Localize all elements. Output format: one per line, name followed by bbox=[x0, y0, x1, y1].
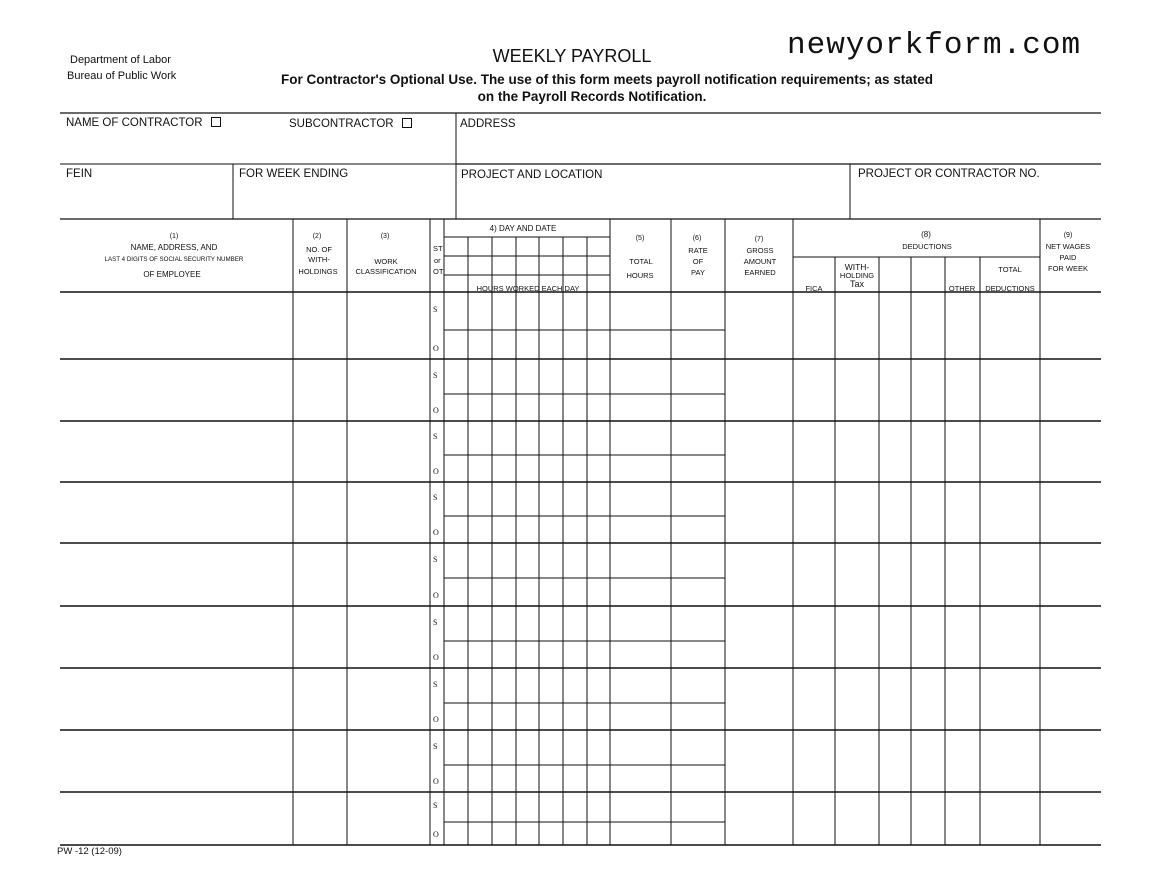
col1-header-employee: OF EMPLOYEE bbox=[143, 270, 201, 279]
form-id: PW -12 (12-09) bbox=[57, 846, 122, 857]
col3-header-b: CLASSIFICATION bbox=[355, 267, 417, 276]
col9-header-b: PAID bbox=[1059, 253, 1077, 262]
name-of-contractor-label: NAME OF CONTRACTOR bbox=[66, 117, 203, 129]
col5-header-a: TOTAL bbox=[629, 257, 653, 266]
employee-entry-cell[interactable] bbox=[60, 482, 293, 543]
col1-header-ssn: LAST 4 DIGITS OF SOCIAL SECURITY NUMBER bbox=[104, 256, 244, 263]
employee-entry-cell[interactable] bbox=[60, 668, 293, 730]
st-row-label: S bbox=[433, 679, 438, 689]
project-location-field[interactable]: PROJECT AND LOCATION bbox=[461, 169, 603, 181]
employee-entry-cell[interactable] bbox=[60, 292, 293, 359]
col9-header-c: FOR WEEK bbox=[1047, 264, 1089, 273]
st-label: ST bbox=[433, 244, 443, 253]
bureau-label: Bureau of Public Work bbox=[67, 70, 177, 82]
col2-header-c: HOLDINGS bbox=[298, 267, 338, 276]
ot-label: OT bbox=[433, 267, 444, 276]
or-label: or bbox=[434, 256, 441, 265]
ot-row-label: O bbox=[433, 344, 439, 353]
col3-number: (3) bbox=[380, 233, 390, 240]
subcontractor-label: SUBCONTRACTOR bbox=[289, 118, 394, 130]
st-row-label: S bbox=[433, 370, 438, 380]
col1-header: NAME, ADDRESS, AND bbox=[130, 243, 218, 252]
ot-row-label: O bbox=[433, 830, 439, 839]
col7-number: (7) bbox=[754, 236, 764, 243]
address-field[interactable]: ADDRESS bbox=[460, 118, 516, 130]
employee-entry-cell[interactable] bbox=[60, 359, 293, 421]
st-row-label: S bbox=[433, 741, 438, 751]
ot-row-label: O bbox=[433, 715, 439, 724]
subtitle-line-2: on the Payroll Records Notification. bbox=[477, 89, 707, 104]
watermark-text: newyorkform.com bbox=[787, 28, 1082, 63]
col5-number: (5) bbox=[635, 235, 645, 242]
subtitle-line-1: For Contractor's Optional Use. The use of this form meets payroll notification requirements; as stated bbox=[280, 72, 934, 87]
total-deductions-label-a: TOTAL bbox=[998, 265, 1022, 274]
ot-row-label: O bbox=[433, 777, 439, 786]
ot-row-label: O bbox=[433, 406, 439, 415]
withholding-label-a: WITH- bbox=[844, 262, 870, 272]
st-row-label: S bbox=[433, 554, 438, 564]
col6-header-a: RATE bbox=[688, 246, 708, 255]
col6-header-b: OF bbox=[692, 257, 704, 266]
col8-number: (8) bbox=[921, 230, 931, 239]
col2-header-a: NO. OF bbox=[306, 245, 332, 254]
col6-header-c: PAY bbox=[691, 268, 705, 277]
employee-entry-cell[interactable] bbox=[60, 730, 293, 792]
col7-header-b: AMOUNT bbox=[743, 257, 777, 266]
department-label: Department of Labor bbox=[70, 54, 171, 66]
employee-entry-cell[interactable] bbox=[60, 543, 293, 606]
employee-entry-cell[interactable] bbox=[60, 792, 293, 845]
st-row-label: S bbox=[433, 801, 438, 810]
col6-number: (6) bbox=[692, 235, 702, 242]
col9-number: (9) bbox=[1063, 232, 1073, 239]
col7-header-a: GROSS bbox=[746, 246, 774, 255]
ot-row-label: O bbox=[433, 591, 439, 600]
col7-header-c: EARNED bbox=[744, 268, 776, 277]
col2-header-b: WITH- bbox=[308, 255, 330, 264]
ot-row-label: O bbox=[433, 653, 439, 662]
project-number-field[interactable]: PROJECT OR CONTRACTOR NO. bbox=[858, 168, 1040, 180]
fica-label: FICA bbox=[805, 284, 823, 293]
col4-footer: HOURS WORKED EACH DAY bbox=[476, 284, 580, 293]
col2-number: (2) bbox=[312, 233, 322, 240]
ot-row-label: O bbox=[433, 528, 439, 537]
employee-entry-cell[interactable] bbox=[60, 606, 293, 668]
col9-header-a: NET WAGES bbox=[1045, 242, 1091, 251]
st-row-label: S bbox=[433, 617, 438, 627]
st-row-label: S bbox=[433, 493, 438, 502]
other-label: OTHER bbox=[948, 284, 976, 293]
ot-row-label: O bbox=[433, 467, 439, 476]
st-row-label: S bbox=[433, 305, 438, 314]
col8-header: DEDUCTIONS bbox=[902, 242, 952, 251]
col3-header-a: WORK bbox=[374, 257, 398, 266]
total-deductions-label-b: DEDUCTIONS bbox=[985, 284, 1035, 293]
col5-header-b: HOURS bbox=[626, 271, 654, 280]
col4-header: 4) DAY AND DATE bbox=[489, 224, 557, 233]
page-title: WEEKLY PAYROLL bbox=[492, 46, 652, 66]
fein-field[interactable]: FEIN bbox=[66, 168, 93, 180]
employee-entry-cell[interactable] bbox=[60, 421, 293, 482]
st-row-label: S bbox=[433, 432, 438, 441]
col1-number: (1) bbox=[169, 233, 179, 240]
week-ending-field[interactable]: FOR WEEK ENDING bbox=[239, 168, 349, 180]
withholding-label-c: Tax bbox=[849, 279, 865, 289]
withholding-label-b: HOLDING bbox=[839, 271, 875, 280]
